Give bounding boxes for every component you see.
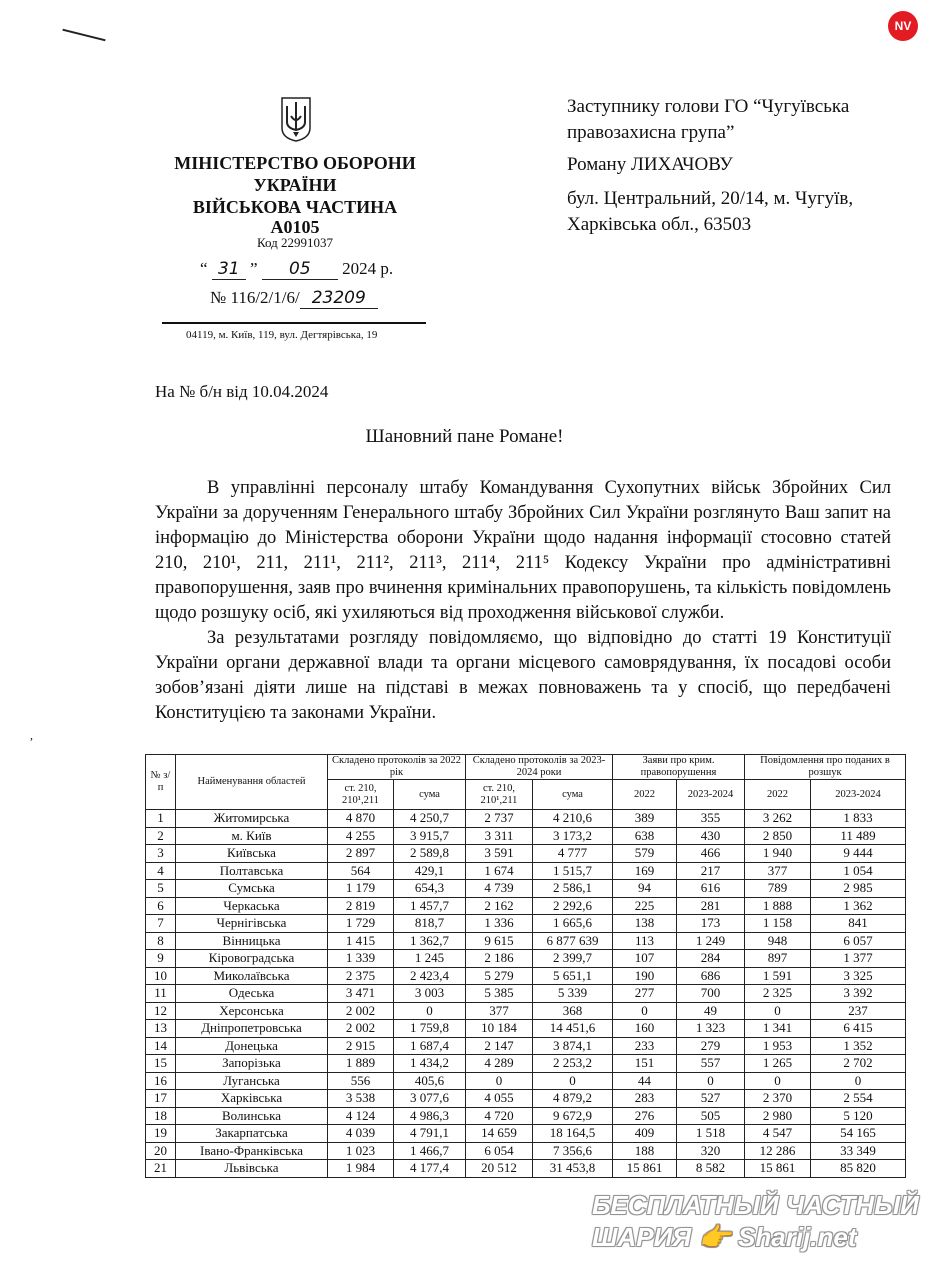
document-date — [200, 259, 393, 280]
value-cell: 3 077,6 — [394, 1090, 466, 1108]
value-cell: 2 737 — [466, 810, 533, 828]
value-cell: 277 — [613, 985, 677, 1003]
row-number-cell: 5 — [146, 880, 176, 898]
header-sum: сума — [533, 780, 613, 810]
greeting: Шановний пане Романе! — [365, 426, 564, 447]
value-cell: 0 — [745, 1002, 811, 1020]
value-cell: 368 — [533, 1002, 613, 1020]
value-cell: 5 120 — [811, 1107, 906, 1125]
date-year: 2024 р. — [342, 259, 394, 278]
nv-logo-badge: NV — [888, 11, 918, 41]
value-cell: 7 356,6 — [533, 1142, 613, 1160]
table-row — [146, 1055, 906, 1073]
value-cell: 654,3 — [394, 880, 466, 898]
row-number-cell: 10 — [146, 967, 176, 985]
value-cell: 18 164,5 — [533, 1125, 613, 1143]
region-name-cell: Харківська — [176, 1090, 328, 1108]
region-name-cell: Закарпатська — [176, 1125, 328, 1143]
header-year-2022: 2022 — [745, 780, 811, 810]
value-cell: 2 985 — [811, 880, 906, 898]
header-year-2023-2024: 2023-2024 — [677, 780, 745, 810]
region-name-cell: Львівська — [176, 1160, 328, 1178]
value-cell: 1 341 — [745, 1020, 811, 1038]
table-row — [146, 880, 906, 898]
value-cell: 1 434,2 — [394, 1055, 466, 1073]
value-cell: 377 — [466, 1002, 533, 1020]
value-cell: 3 325 — [811, 967, 906, 985]
value-cell: 1 515,7 — [533, 862, 613, 880]
recipient-line: правозахисна група” — [567, 122, 735, 143]
table-row — [146, 1107, 906, 1125]
value-cell: 11 489 — [811, 827, 906, 845]
value-cell: 1 362 — [811, 897, 906, 915]
ministry-line-4: А0105 — [270, 217, 320, 237]
date-quote-open: “ — [200, 259, 208, 278]
value-cell: 15 861 — [745, 1160, 811, 1178]
value-cell: 2 375 — [328, 967, 394, 985]
value-cell: 15 861 — [613, 1160, 677, 1178]
table-row — [146, 1072, 906, 1090]
region-name-cell: Черкаська — [176, 897, 328, 915]
watermark-line-2: ШАРИЯ 👉 Sharij.net — [592, 1222, 857, 1252]
value-cell: 49 — [677, 1002, 745, 1020]
value-cell: 281 — [677, 897, 745, 915]
value-cell: 0 — [466, 1072, 533, 1090]
region-name-cell: Херсонська — [176, 1002, 328, 1020]
value-cell: 2 423,4 — [394, 967, 466, 985]
row-number-cell: 13 — [146, 1020, 176, 1038]
value-cell: 3 173,2 — [533, 827, 613, 845]
value-cell: 1 339 — [328, 950, 394, 968]
value-cell: 355 — [677, 810, 745, 828]
value-cell: 2 253,2 — [533, 1055, 613, 1073]
coat-of-arms-trident-icon — [279, 96, 313, 147]
value-cell: 4 039 — [328, 1125, 394, 1143]
value-cell: 188 — [613, 1142, 677, 1160]
ministry-line-1: МІНІСТЕРСТВО ОБОРОНИ — [174, 153, 416, 173]
value-cell: 1 729 — [328, 915, 394, 933]
value-cell: 505 — [677, 1107, 745, 1125]
value-cell: 151 — [613, 1055, 677, 1073]
row-number-cell: 2 — [146, 827, 176, 845]
date-day: 31 — [212, 259, 246, 280]
value-cell: 20 512 — [466, 1160, 533, 1178]
value-cell: 5 651,1 — [533, 967, 613, 985]
value-cell: 1 336 — [466, 915, 533, 933]
region-name-cell: Одеська — [176, 985, 328, 1003]
value-cell: 429,1 — [394, 862, 466, 880]
value-cell: 4 879,2 — [533, 1090, 613, 1108]
table-row — [146, 1020, 906, 1038]
table-row — [146, 1142, 906, 1160]
row-number-cell: 6 — [146, 897, 176, 915]
value-cell: 1 953 — [745, 1037, 811, 1055]
date-quote-close: ” — [250, 259, 258, 278]
value-cell: 14 659 — [466, 1125, 533, 1143]
table-row — [146, 1037, 906, 1055]
region-name-cell: Івано-Франківська — [176, 1142, 328, 1160]
table-row — [146, 1160, 906, 1178]
value-cell: 320 — [677, 1142, 745, 1160]
row-number-cell: 19 — [146, 1125, 176, 1143]
value-cell: 0 — [394, 1002, 466, 1020]
row-number-cell: 17 — [146, 1090, 176, 1108]
region-name-cell: Донецька — [176, 1037, 328, 1055]
value-cell: 2 370 — [745, 1090, 811, 1108]
value-cell: 4 250,7 — [394, 810, 466, 828]
value-cell: 1 940 — [745, 845, 811, 863]
value-cell: 1 352 — [811, 1037, 906, 1055]
value-cell: 2 147 — [466, 1037, 533, 1055]
value-cell: 2 589,8 — [394, 845, 466, 863]
recipient-address: Харківська обл., 63503 — [567, 214, 752, 235]
header-region: Найменування областей — [176, 755, 328, 810]
value-cell: 2 002 — [328, 1002, 394, 1020]
row-number-cell: 21 — [146, 1160, 176, 1178]
value-cell: 85 820 — [811, 1160, 906, 1178]
region-name-cell: Сумська — [176, 880, 328, 898]
value-cell: 1 759,8 — [394, 1020, 466, 1038]
value-cell: 190 — [613, 967, 677, 985]
row-number-cell: 18 — [146, 1107, 176, 1125]
table-row — [146, 985, 906, 1003]
region-name-cell: Луганська — [176, 1072, 328, 1090]
value-cell: 0 — [811, 1072, 906, 1090]
header-criminal-reports: Заяви про крим. правопорушення — [613, 755, 745, 780]
header-protocols-2023-2024: Складено протоколів за 2023-2024 роки — [466, 755, 613, 780]
value-cell: 1 466,7 — [394, 1142, 466, 1160]
value-cell: 4 739 — [466, 880, 533, 898]
value-cell: 405,6 — [394, 1072, 466, 1090]
header-number: № з/п — [146, 755, 176, 810]
region-name-cell: Полтавська — [176, 862, 328, 880]
value-cell: 1 377 — [811, 950, 906, 968]
value-cell: 2 554 — [811, 1090, 906, 1108]
region-name-cell: Волинська — [176, 1107, 328, 1125]
header-year-2022: 2022 — [613, 780, 677, 810]
value-cell: 3 915,7 — [394, 827, 466, 845]
region-name-cell: Київська — [176, 845, 328, 863]
value-cell: 1 023 — [328, 1142, 394, 1160]
value-cell: 1 687,4 — [394, 1037, 466, 1055]
table-row — [146, 897, 906, 915]
header-year-2023-2024: 2023-2024 — [811, 780, 906, 810]
value-cell: 3 392 — [811, 985, 906, 1003]
value-cell: 2 702 — [811, 1055, 906, 1073]
statistics-table — [145, 754, 906, 1178]
stray-mark: , — [30, 728, 33, 742]
paragraph-2: За результатами розгляду повідомляємо, що відповідно до статті 19 Конституції України органи державної влади та органи місцевого самоврядування, їх посадові особи зобов’язані діяти лише на підставі в межах повноважень та у спосіб, що передбачені Конституцією та законами України. — [155, 628, 891, 723]
row-number-cell: 16 — [146, 1072, 176, 1090]
value-cell: 276 — [613, 1107, 677, 1125]
value-cell: 3 311 — [466, 827, 533, 845]
value-cell: 8 582 — [677, 1160, 745, 1178]
table-row — [146, 1125, 906, 1143]
value-cell: 1 591 — [745, 967, 811, 985]
value-cell: 1 245 — [394, 950, 466, 968]
value-cell: 4 777 — [533, 845, 613, 863]
value-cell: 6 054 — [466, 1142, 533, 1160]
value-cell: 466 — [677, 845, 745, 863]
value-cell: 3 591 — [466, 845, 533, 863]
body-text — [155, 476, 891, 726]
value-cell: 1 984 — [328, 1160, 394, 1178]
table-row — [146, 1002, 906, 1020]
value-cell: 686 — [677, 967, 745, 985]
row-number-cell: 8 — [146, 932, 176, 950]
value-cell: 1 833 — [811, 810, 906, 828]
region-name-cell: Житомирська — [176, 810, 328, 828]
table-row — [146, 827, 906, 845]
value-cell: 700 — [677, 985, 745, 1003]
value-cell: 0 — [533, 1072, 613, 1090]
value-cell: 4 720 — [466, 1107, 533, 1125]
region-name-cell: Дніпропетровська — [176, 1020, 328, 1038]
region-name-cell: Вінницька — [176, 932, 328, 950]
value-cell: 4 055 — [466, 1090, 533, 1108]
region-name-cell: м. Київ — [176, 827, 328, 845]
value-cell: 14 451,6 — [533, 1020, 613, 1038]
header-protocols-2022: Складено протоколів за 2022 рік — [328, 755, 466, 780]
value-cell: 4 255 — [328, 827, 394, 845]
value-cell: 1 674 — [466, 862, 533, 880]
value-cell: 9 444 — [811, 845, 906, 863]
value-cell: 160 — [613, 1020, 677, 1038]
recipient-line: Заступнику голови ГО “Чугуївська — [567, 96, 850, 117]
table-row — [146, 915, 906, 933]
value-cell: 4 177,4 — [394, 1160, 466, 1178]
value-cell: 0 — [677, 1072, 745, 1090]
table-row — [146, 810, 906, 828]
value-cell: 2 292,6 — [533, 897, 613, 915]
value-cell: 1 665,6 — [533, 915, 613, 933]
ministry-code: Код 22991037 — [256, 235, 333, 250]
value-cell: 12 286 — [745, 1142, 811, 1160]
value-cell: 107 — [613, 950, 677, 968]
value-cell: 4 124 — [328, 1107, 394, 1125]
value-cell: 389 — [613, 810, 677, 828]
value-cell: 1 518 — [677, 1125, 745, 1143]
value-cell: 1 889 — [328, 1055, 394, 1073]
value-cell: 5 339 — [533, 985, 613, 1003]
value-cell: 0 — [745, 1072, 811, 1090]
value-cell: 4 210,6 — [533, 810, 613, 828]
watermark-line-1: БЕСПЛАТНЫЙ ЧАСТНЫЙ — [592, 1190, 919, 1220]
value-cell: 169 — [613, 862, 677, 880]
value-cell: 0 — [613, 1002, 677, 1020]
row-number-cell: 15 — [146, 1055, 176, 1073]
value-cell: 2 325 — [745, 985, 811, 1003]
value-cell: 217 — [677, 862, 745, 880]
value-cell: 897 — [745, 950, 811, 968]
value-cell: 3 262 — [745, 810, 811, 828]
value-cell: 564 — [328, 862, 394, 880]
value-cell: 3 471 — [328, 985, 394, 1003]
value-cell: 31 453,8 — [533, 1160, 613, 1178]
value-cell: 9 615 — [466, 932, 533, 950]
table-row — [146, 967, 906, 985]
number-handwritten: 23209 — [300, 288, 378, 309]
table-row — [146, 862, 906, 880]
header-divider — [162, 322, 426, 324]
recipient-block — [567, 94, 853, 238]
value-cell: 9 672,9 — [533, 1107, 613, 1125]
value-cell: 4 289 — [466, 1055, 533, 1073]
row-number-cell: 4 — [146, 862, 176, 880]
value-cell: 409 — [613, 1125, 677, 1143]
header-articles: ст. 210, 210¹,211 — [466, 780, 533, 810]
ministry-line-3: ВІЙСЬКОВА ЧАСТИНА — [192, 197, 398, 217]
value-cell: 237 — [811, 1002, 906, 1020]
recipient-address: бул. Центральний, 20/14, м. Чугуїв, — [567, 188, 854, 209]
header-articles: ст. 210, 210¹,211 — [328, 780, 394, 810]
value-cell: 6 877 639 — [533, 932, 613, 950]
value-cell: 2 915 — [328, 1037, 394, 1055]
value-cell: 5 385 — [466, 985, 533, 1003]
value-cell: 616 — [677, 880, 745, 898]
value-cell: 4 547 — [745, 1125, 811, 1143]
value-cell: 1 457,7 — [394, 897, 466, 915]
row-number-cell: 7 — [146, 915, 176, 933]
table-row — [146, 950, 906, 968]
value-cell: 430 — [677, 827, 745, 845]
value-cell: 789 — [745, 880, 811, 898]
header-sum: сума — [394, 780, 466, 810]
value-cell: 557 — [677, 1055, 745, 1073]
value-cell: 233 — [613, 1037, 677, 1055]
value-cell: 6 415 — [811, 1020, 906, 1038]
value-cell: 2 399,7 — [533, 950, 613, 968]
value-cell: 2 850 — [745, 827, 811, 845]
value-cell: 2 186 — [466, 950, 533, 968]
value-cell: 1 179 — [328, 880, 394, 898]
value-cell: 284 — [677, 950, 745, 968]
ministry-address: 04119, м. Київ, 119, вул. Дегтярівська, 19 — [186, 329, 378, 341]
value-cell: 818,7 — [394, 915, 466, 933]
row-number-cell: 20 — [146, 1142, 176, 1160]
region-name-cell: Чернігівська — [176, 915, 328, 933]
number-prefix: № 116/2/1/6/ — [210, 288, 300, 307]
table-row — [146, 845, 906, 863]
value-cell: 1 362,7 — [394, 932, 466, 950]
value-cell: 527 — [677, 1090, 745, 1108]
value-cell: 1 249 — [677, 932, 745, 950]
ministry-line-2: УКРАЇНИ — [253, 175, 337, 195]
value-cell: 54 165 — [811, 1125, 906, 1143]
value-cell: 4 870 — [328, 810, 394, 828]
reference-line: На № б/н від 10.04.2024 — [155, 382, 329, 401]
value-cell: 5 279 — [466, 967, 533, 985]
value-cell: 1 323 — [677, 1020, 745, 1038]
value-cell: 2 586,1 — [533, 880, 613, 898]
row-number-cell: 3 — [146, 845, 176, 863]
value-cell: 3 538 — [328, 1090, 394, 1108]
value-cell: 4 986,3 — [394, 1107, 466, 1125]
value-cell: 2 980 — [745, 1107, 811, 1125]
value-cell: 3 003 — [394, 985, 466, 1003]
value-cell: 44 — [613, 1072, 677, 1090]
value-cell: 948 — [745, 932, 811, 950]
table-row — [146, 932, 906, 950]
value-cell: 1 054 — [811, 862, 906, 880]
value-cell: 6 057 — [811, 932, 906, 950]
value-cell: 2 819 — [328, 897, 394, 915]
region-name-cell: Кіровоградська — [176, 950, 328, 968]
value-cell: 283 — [613, 1090, 677, 1108]
row-number-cell: 14 — [146, 1037, 176, 1055]
value-cell: 579 — [613, 845, 677, 863]
value-cell: 2 162 — [466, 897, 533, 915]
document-number — [210, 288, 378, 309]
value-cell: 377 — [745, 862, 811, 880]
date-month: 05 — [262, 259, 338, 280]
pen-mark — [62, 29, 105, 42]
value-cell: 113 — [613, 932, 677, 950]
paragraph-1: В управлінні персоналу штабу Командування Сухопутних військ Збройних Сил України за дорученням Генерального штабу Збройних Сил України розглянуто Ваш запит на інформацію до Міністерства оборони України щодо надання інформації стосовно статей 210, 210¹, 211, 211¹, 211², 211³, 211⁴, 211⁵ Кодексу України про адміністративні правопорушення, заяв про вчинення кримінальних правопорушень, та кількість повідомлень щодо розшуку осіб, які ухиляються від проходження військової служби. — [155, 478, 891, 623]
value-cell: 173 — [677, 915, 745, 933]
value-cell: 225 — [613, 897, 677, 915]
value-cell: 10 184 — [466, 1020, 533, 1038]
row-number-cell: 11 — [146, 985, 176, 1003]
value-cell: 1 415 — [328, 932, 394, 950]
value-cell: 638 — [613, 827, 677, 845]
region-name-cell: Запорізька — [176, 1055, 328, 1073]
value-cell: 2 897 — [328, 845, 394, 863]
row-number-cell: 12 — [146, 1002, 176, 1020]
table-row — [146, 1090, 906, 1108]
value-cell: 33 349 — [811, 1142, 906, 1160]
region-name-cell: Миколаївська — [176, 967, 328, 985]
value-cell: 1 265 — [745, 1055, 811, 1073]
row-number-cell: 9 — [146, 950, 176, 968]
value-cell: 3 874,1 — [533, 1037, 613, 1055]
value-cell: 279 — [677, 1037, 745, 1055]
row-number-cell: 1 — [146, 810, 176, 828]
value-cell: 1 158 — [745, 915, 811, 933]
value-cell: 2 002 — [328, 1020, 394, 1038]
value-cell: 94 — [613, 880, 677, 898]
value-cell: 841 — [811, 915, 906, 933]
value-cell: 138 — [613, 915, 677, 933]
header-wanted-notices: Повідомлення про поданих в розшук — [745, 755, 906, 780]
value-cell: 4 791,1 — [394, 1125, 466, 1143]
value-cell: 556 — [328, 1072, 394, 1090]
recipient-name: Роману ЛИХАЧОВУ — [567, 154, 733, 175]
value-cell: 1 888 — [745, 897, 811, 915]
